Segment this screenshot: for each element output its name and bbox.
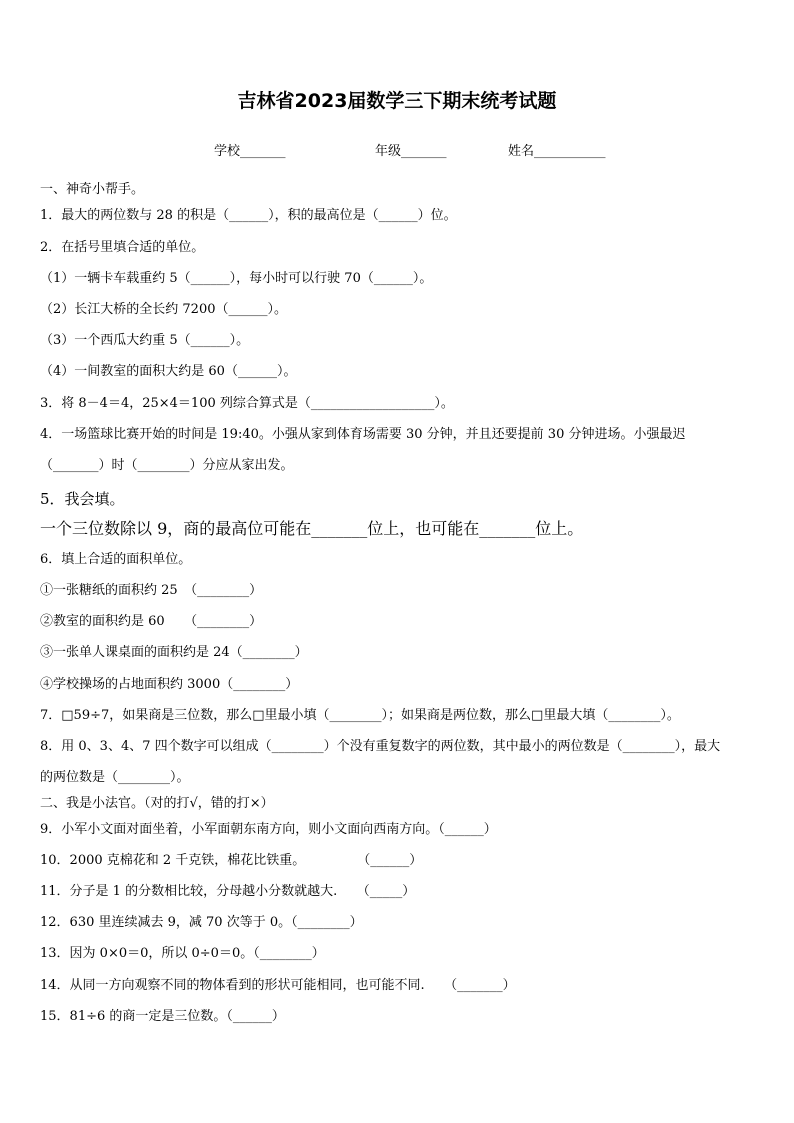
page-title: 吉林省2023届数学三下期末统考试题 [237, 90, 557, 112]
question-11: 11．分子是 1 的分数相比较，分母越小分数就越大. （_____） [40, 884, 416, 899]
question-12: 12．630 里连续减去 9，减 70 次等于 0。（________） [40, 915, 363, 930]
question-5: 5．我会填。 [40, 490, 125, 508]
question-8: 8．用 0、3、4、7 四个数字可以组成（________）个没有重复数字的两位数，其中最小的两位数是（________），最大 [40, 739, 721, 754]
question-5-content: 一个三位数除以 9，商的最高位可能在_______位上，也可能在_______位上。 [40, 519, 584, 538]
grade-field[interactable]: 年级_______ [375, 144, 447, 159]
question-8-cont: 的两位数是（________）。 [40, 770, 190, 785]
question-3: 3．将 8－4＝4，25×4＝100 列综合算式是（___________________）。 [40, 396, 454, 411]
question-1: 1．最大的两位数与 28 的积是（______），积的最高位是（______）位。 [40, 208, 457, 223]
question-2: 2．在括号里填合适的单位。 [40, 240, 205, 255]
question-14: 14．从同一方向观察不同的物体看到的形状可能相同，也可能不同. （_______） [40, 978, 516, 993]
question-4: 4．一场篮球比赛开始的时间是 19:40。小强从家到体育场需要 30 分钟，并且还要提前 30 分钟进场。小强最迟 [40, 427, 686, 442]
question-4-cont: （_______）时（________）分应从家出发。 [40, 458, 294, 473]
question-7: 7．□59÷7，如果商是三位数，那么□里最小填（________）；如果商是两位数，那么□里最大填（________）。 [40, 708, 680, 723]
section-heading-2: 二、我是小法官。（对的打√，错的打×） [40, 796, 274, 811]
question-6-item-1: ①一张糖纸的面积约 25 （________） [40, 583, 263, 598]
question-6-item-4: ④学校操场的占地面积约 3000（________） [40, 677, 299, 692]
question-15: 15．81÷6 的商一定是三位数。（______） [40, 1009, 285, 1024]
question-6: 6．填上合适的面积单位。 [40, 552, 192, 567]
question-2-part-2: （2）长江大桥的全长约 7200（______）。 [40, 302, 287, 317]
question-13: 13．因为 0×0＝0，所以 0÷0＝0。（________） [40, 946, 325, 961]
section-heading-1: 一、神奇小帮手。 [40, 182, 145, 197]
question-6-item-2: ②教室的面积约是 60 （________） [40, 614, 263, 629]
question-2-part-3: （3）一个西瓜大约重 5（______）。 [40, 333, 250, 348]
question-9: 9．小军小文面对面坐着，小军面朝东南方向，则小文面向西南方向。（______） [40, 822, 497, 837]
question-2-part-1: （1）一辆卡车载重约 5（______），每小时可以行驶 70（______）。 [40, 271, 433, 286]
school-field[interactable]: 学校_______ [214, 144, 286, 159]
question-10: 10．2000 克棉花和 2 千克铁，棉花比铁重。 （______） [40, 853, 423, 868]
name-field[interactable]: 姓名___________ [508, 144, 606, 159]
question-2-part-4: （4）一间教室的面积大约是 60（______）。 [40, 364, 297, 379]
question-6-item-3: ③一张单人课桌面的面积约是 24（________） [40, 645, 308, 660]
